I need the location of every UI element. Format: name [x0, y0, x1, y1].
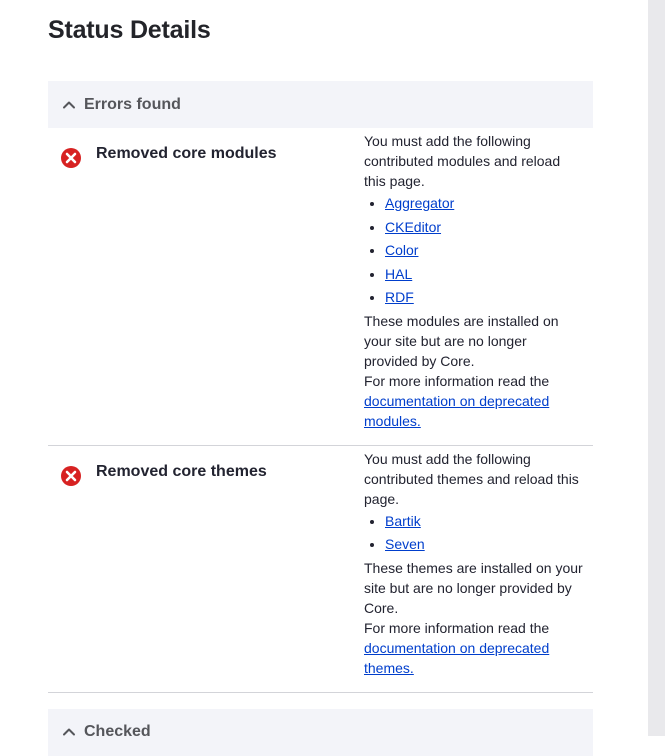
module-link-list: [364, 193, 584, 307]
deprecated-modules-doc-link[interactable]: documentation on deprecated modules.: [364, 392, 550, 429]
errors-found-label: Errors found: [84, 95, 181, 113]
more-info-prefix: For more information read the: [364, 619, 550, 636]
status-description: [364, 449, 584, 678]
status-row-themes: [48, 446, 593, 693]
list-item: [385, 193, 584, 213]
status-note: These themes are installed on your site but are no longer provided by Core.: [364, 559, 583, 616]
errors-found-details: [48, 81, 593, 693]
error-circle-icon: [60, 147, 82, 169]
list-item: [385, 240, 584, 260]
list-item: [385, 534, 584, 554]
status-note: These modules are installed on your site but are no longer provided by Core.: [364, 312, 559, 369]
module-link-color[interactable]: Color: [385, 242, 419, 258]
more-info-prefix: For more information read the: [364, 372, 550, 389]
list-item: [385, 287, 584, 307]
deprecated-themes-doc-link[interactable]: documentation on deprecated themes.: [364, 639, 550, 676]
scrollbar-gutter[interactable]: [648, 0, 665, 736]
main-content: [48, 0, 593, 756]
module-link-rdf[interactable]: RDF: [385, 289, 414, 305]
theme-link-list: [364, 511, 584, 555]
status-more-info: [364, 618, 584, 678]
list-item: [385, 511, 584, 531]
module-link-hal[interactable]: HAL: [385, 265, 413, 282]
checked-label: Checked: [84, 723, 151, 740]
theme-link-seven[interactable]: Seven: [385, 536, 425, 552]
list-item: [385, 264, 584, 284]
chevron-up-icon: [62, 725, 76, 739]
error-circle-icon: [60, 465, 82, 487]
status-title: Removed core modules: [96, 145, 277, 162]
status-intro: You must add the following contributed modules and reload this page.: [364, 133, 561, 189]
checked-summary[interactable]: [48, 709, 593, 756]
theme-link-bartik[interactable]: Bartik: [385, 512, 421, 529]
module-link-ckeditor[interactable]: CKEditor: [385, 218, 442, 235]
list-item: [385, 217, 584, 237]
checked-details: [48, 709, 593, 756]
status-intro: You must add the following contributed themes and reload this page.: [364, 450, 579, 507]
status-row-label: [48, 131, 364, 431]
chevron-up-icon: [62, 98, 76, 112]
errors-found-summary[interactable]: [48, 81, 593, 128]
status-title: Removed core themes: [96, 462, 267, 480]
status-row-modules: [48, 128, 593, 446]
status-more-info: [364, 371, 584, 431]
page-title: Status Details: [48, 16, 211, 44]
status-description: [364, 131, 584, 431]
module-link-aggregator[interactable]: Aggregator: [385, 195, 455, 211]
status-row-label: [48, 449, 364, 678]
